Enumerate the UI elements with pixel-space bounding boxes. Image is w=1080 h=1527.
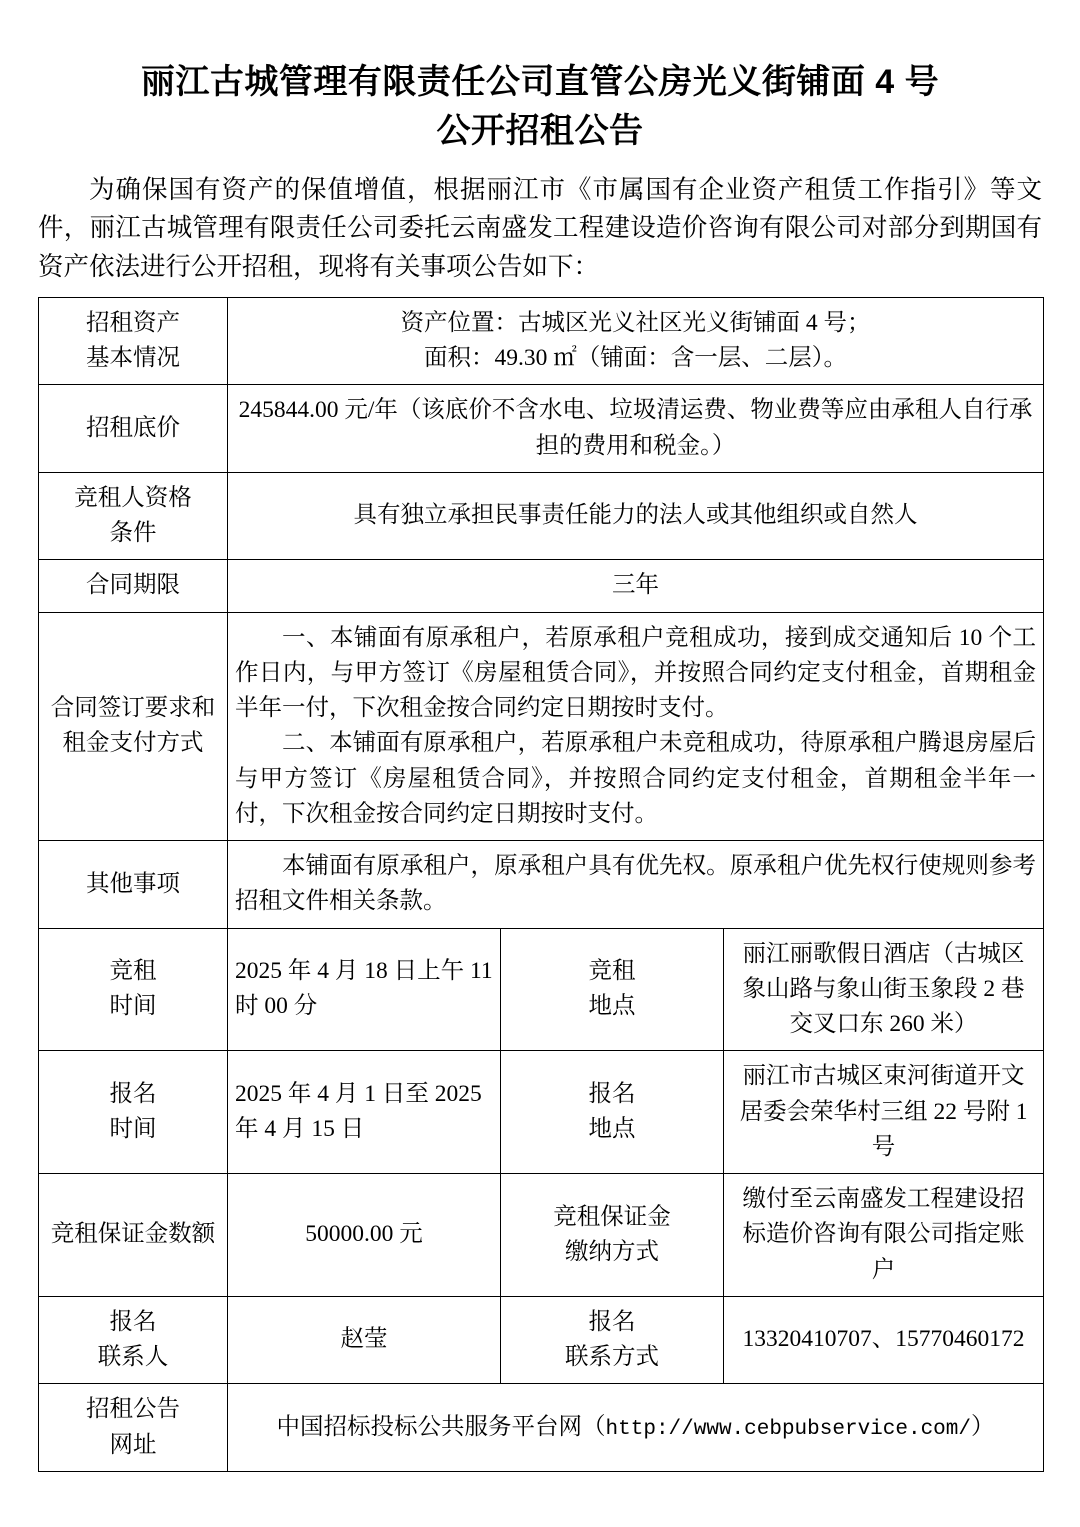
table-row-asset-info [39, 297, 1044, 385]
row-label-base-price: 招租底价 [39, 385, 228, 473]
asset-area-text: 面积：49.30 ㎡（铺面：含一层、二层）。 [424, 345, 848, 372]
row-value-deposit-method: 缴付至云南盛发工程建设招标造价咨询有限公司指定账户 [724, 1174, 1044, 1297]
table-row-register-time-place [39, 1051, 1044, 1174]
row-label-deposit-method [501, 1174, 724, 1297]
row-label-contract-requirements [39, 612, 228, 841]
page-title-line-1: 丽江古城管理有限责任公司直管公房光义街铺面 4 号 [140, 63, 940, 101]
row-value-announcement-url [228, 1384, 1044, 1472]
announcement-url-link[interactable]: http://www.cebpubservice.com/ [605, 1417, 971, 1441]
row-value-contact-person: 赵莹 [228, 1296, 501, 1384]
row-label-contract-requirements-line-2: 租金支付方式 [62, 730, 204, 757]
table-row-announcement-url [39, 1384, 1044, 1472]
row-value-base-price: 245844.00 元/年（该底价不含水电、垃圾清运费、物业费等应由承租人自行承担的费用和税金。） [228, 385, 1044, 473]
row-value-bid-place: 丽江丽歌假日酒店（古城区象山路与象山街玉象段 2 巷交叉口东 260 米） [724, 928, 1044, 1051]
table-row-base-price [39, 385, 1044, 473]
table-row-qualification [39, 472, 1044, 560]
announcement-table [38, 297, 1044, 1472]
row-label-register-place [501, 1051, 724, 1174]
row-value-contract-requirements [228, 612, 1044, 841]
row-label-register-time-line-1: 报名 [109, 1080, 157, 1107]
row-label-deposit-amount: 竞租保证金数额 [39, 1174, 228, 1297]
row-label-deposit-method-line-1: 竞租保证金 [553, 1203, 671, 1230]
announcement-url-suffix: ） [971, 1413, 995, 1440]
contract-requirement-paragraph-1: 一、本铺面有原承租户，若原承租户竞租成功，接到成交通知后 10 个工作日内，与甲方签订《房屋租赁合同》，并按照合同约定支付租金，首期租金半年一付，下次租金按合同约定日期按时支付。 [235, 624, 1037, 722]
row-label-contact-person-line-2: 联系人 [97, 1344, 169, 1371]
row-label-bid-time-line-1: 竞租 [109, 958, 157, 985]
row-value-qualification: 具有独立承担民事责任能力的法人或其他组织或自然人 [228, 472, 1044, 560]
row-value-other-matters: 本铺面有原承租户，原承租户具有优先权。原承租户优先权行使规则参考招租文件相关条款。 [228, 841, 1044, 929]
row-label-bid-time-line-2: 时间 [109, 993, 157, 1020]
row-label-register-time [39, 1051, 228, 1174]
row-label-contract-term: 合同期限 [39, 560, 228, 612]
intro-paragraph: 为确保国有资产的保值增值，根据丽江市《市属国有企业资产租赁工作指引》等文件，丽江古城管理有限责任公司委托云南盛发工程建设造价咨询有限公司对部分到期国有资产依法进行公开招租，现将有关事项公告如下： [38, 174, 1042, 282]
row-label-qualification-line-1: 竞租人资格 [74, 484, 192, 511]
asset-location-text: 资产位置：古城区光义社区光义街铺面 4 号； [400, 309, 871, 336]
announcement-platform-name: 中国招标投标公共服务平台网（ [276, 1413, 606, 1440]
row-value-register-place: 丽江市古城区束河街道开文居委会荣华村三组 22 号附 1 号 [724, 1051, 1044, 1174]
row-label-bid-place-line-2: 地点 [588, 993, 636, 1020]
row-label-other-matters: 其他事项 [39, 841, 228, 929]
table-row-other-matters [39, 841, 1044, 929]
row-label-announcement-url-line-2: 网址 [109, 1431, 157, 1458]
row-label-deposit-method-line-2: 缴纳方式 [565, 1238, 659, 1265]
table-row-contract-term [39, 560, 1044, 612]
row-label-register-time-line-2: 时间 [109, 1116, 157, 1143]
row-label-qualification [39, 472, 228, 560]
contract-requirement-paragraph-2: 二、本铺面有原承租户，若原承租户未竞租成功，待原承租户腾退房屋后与甲方签订《房屋租赁合同》，并按照合同约定支付租金，首期租金半年一付，下次租金按合同约定日期按时支付。 [235, 730, 1037, 827]
row-label-bid-place-line-1: 竞租 [588, 958, 636, 985]
page-title-line-2: 公开招租公告 [436, 112, 644, 151]
row-label-contact-method-line-1: 报名 [588, 1308, 636, 1335]
table-row-contact [39, 1296, 1044, 1384]
row-value-deposit-amount: 50000.00 元 [228, 1174, 501, 1297]
row-value-asset-info [228, 297, 1044, 385]
row-label-asset-info-line-1: 招租资产 [86, 309, 180, 336]
row-label-register-place-line-1: 报名 [588, 1080, 636, 1107]
table-row-contract-requirements [39, 612, 1044, 841]
row-label-bid-time [39, 928, 228, 1051]
row-label-contract-requirements-line-1: 合同签订要求和 [50, 695, 216, 722]
row-label-asset-info [39, 297, 228, 385]
row-label-contact-person [39, 1296, 228, 1384]
row-value-register-time: 2025 年 4 月 1 日至 2025 年 4 月 15 日 [228, 1051, 501, 1174]
row-label-register-place-line-2: 地点 [588, 1116, 636, 1143]
table-row-bid-time-place [39, 928, 1044, 1051]
row-value-bid-time: 2025 年 4 月 18 日上午 11 时 00 分 [228, 928, 501, 1051]
row-value-contract-term: 三年 [228, 560, 1044, 612]
row-label-qualification-line-2: 条件 [109, 520, 157, 547]
table-row-deposit [39, 1174, 1044, 1297]
row-label-asset-info-line-2: 基本情况 [86, 345, 180, 372]
row-value-contact-method: 13320410707、15770460172 [724, 1296, 1044, 1384]
row-label-contact-method-line-2: 联系方式 [565, 1344, 659, 1371]
row-label-bid-place [501, 928, 724, 1051]
row-label-announcement-url [39, 1384, 228, 1472]
row-label-contact-method [501, 1296, 724, 1384]
row-label-contact-person-line-1: 报名 [109, 1308, 157, 1335]
page-title [58, 58, 1022, 157]
row-label-announcement-url-line-1: 招租公告 [86, 1396, 180, 1423]
